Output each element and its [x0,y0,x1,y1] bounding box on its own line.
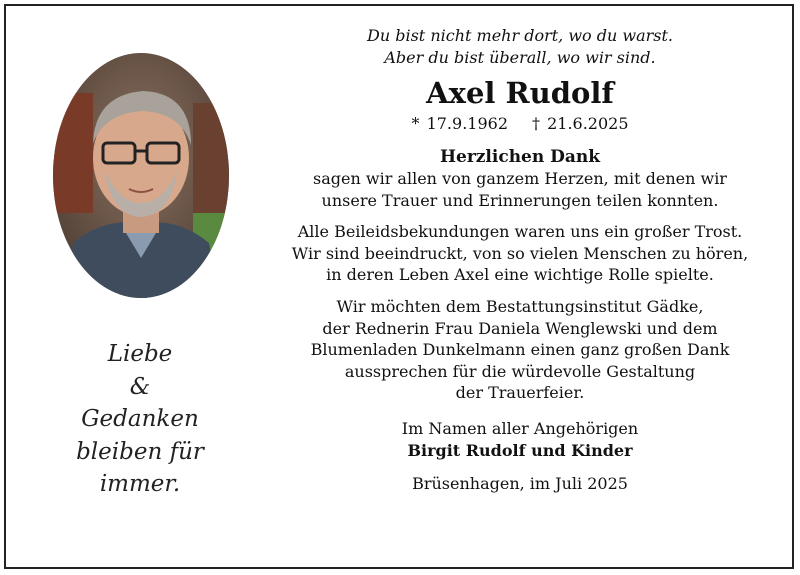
text-line: in deren Leben Axel eine wichtige Rolle spielte. [326,265,714,285]
paragraph-1 [280,168,760,211]
text-line: Wir möchten dem Bestattungsinstitut Gädke, [336,296,704,316]
verse-line: immer. [99,471,181,497]
text-line: Alle Beileidsbekundungen waren uns ein großer Trost. [297,222,743,242]
signature-name: Birgit Rudolf und Kinder [407,440,633,460]
verse-line: Gedanken [81,406,199,432]
deceased-name: Axel Rudolf [426,76,614,110]
motto [280,25,760,69]
death-date: † 21.6.2025 [532,114,629,133]
place-date: Brüsenhagen, im Juli 2025 [412,474,628,494]
portrait-photo [53,53,229,298]
text-line: der Trauerfeier. [455,383,585,403]
verse-line: & [129,373,151,400]
text-line: Wir sind beeindruckt, von so vielen Menschen zu hören, [291,243,749,263]
notice-text [280,25,760,495]
verse-line: Liebe [107,341,173,367]
text-line: Blumenladen Dunkelmann einen ganz großen Dank [310,340,730,360]
paragraph-3 [280,296,760,404]
life-dates [280,113,760,135]
text-line: sagen wir allen von ganzem Herzen, mit denen wir [313,169,727,188]
signature-intro: Im Namen aller Angehörigen [401,418,639,438]
paragraph-2 [280,221,760,286]
text-line: unsere Trauer und Erinnerungen teilen konnten. [321,190,719,210]
text-line: der Rednerin Frau Daniela Wenglewski und dem [322,318,718,338]
signature [280,418,760,461]
portrait-illustration [53,53,229,298]
motto-line: Aber du bist überall, wo wir sind. [384,48,656,67]
text-line: aussprechen für die würdevolle Gestaltung [344,361,696,381]
birth-date: * 17.9.1962 [411,114,508,133]
verse-left [60,338,220,501]
thanks-heading: Herzlichen Dank [439,147,601,167]
verse-line: bleiben für [76,438,204,465]
motto-line: Du bist nicht mehr dort, wo du warst. [367,26,673,45]
